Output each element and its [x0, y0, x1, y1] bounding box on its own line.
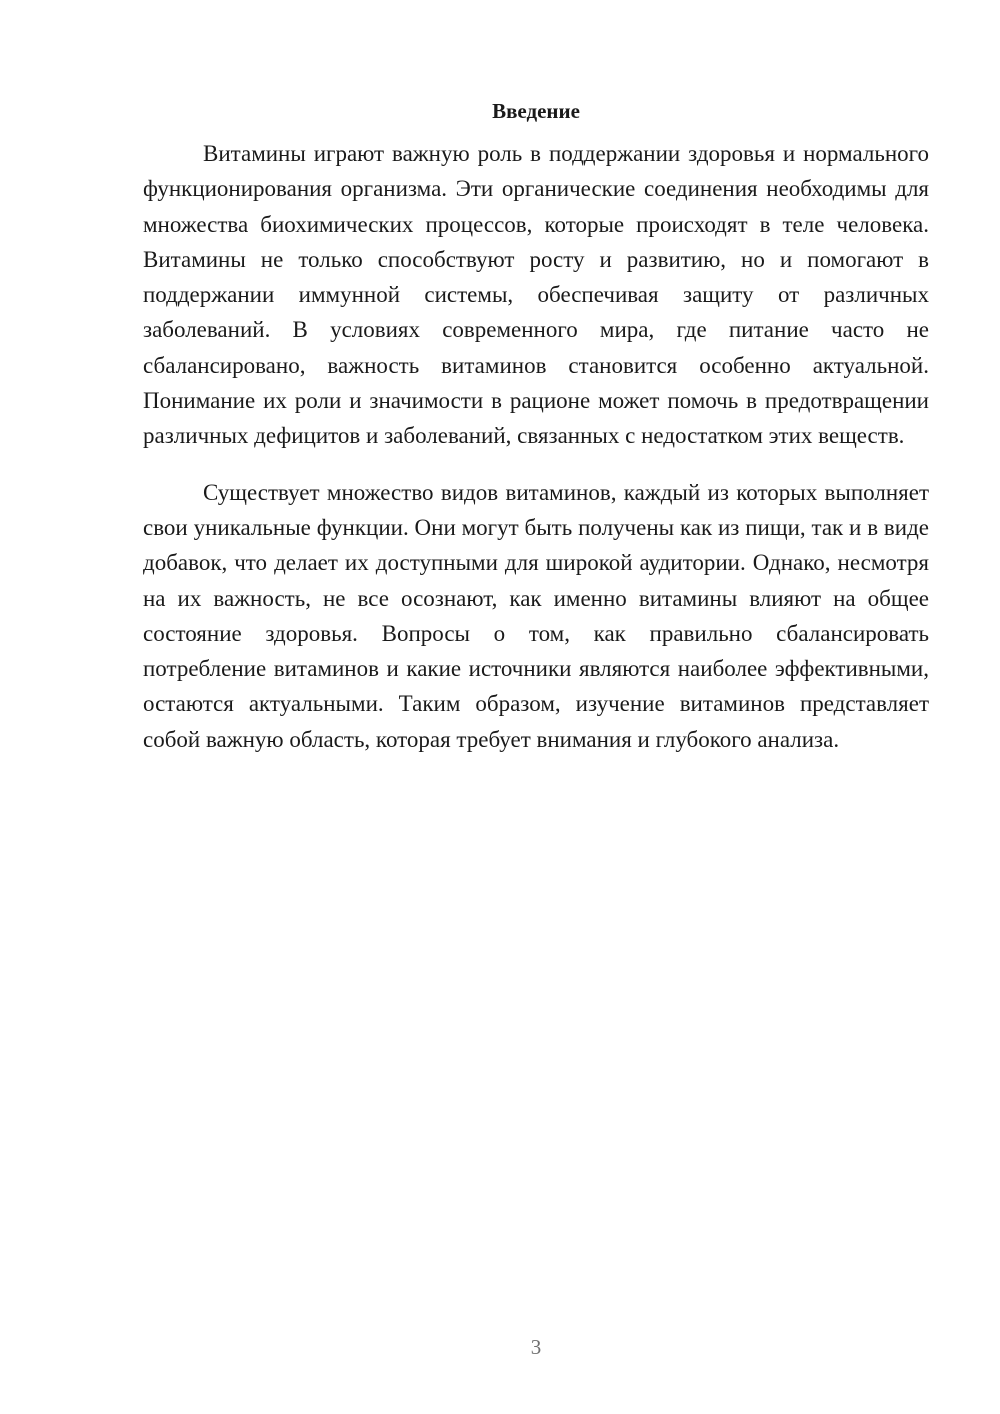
paragraph-vitamin-types: Существует множество видов витаминов, каждый из которых выполняет свои уникальные функции. Они могут быть получены как из пищи, так и в виде добавок, что делает их доступными для широкой аудитории. Однако, несмотря на их важность, не все осознают, как именно витамины влияют на общее состояние здоровья. Вопросы о том, как правильно сбалансировать потребление витаминов и какие источники являются наиболее эффективными, остаются актуальными. Таким образом, изучение витаминов представляет собой важную область, которая требует внимания и глубокого анализа.	[143, 479, 929, 752]
page-number: 3	[530, 1335, 542, 1359]
paragraph-intro: Витамины играют важную роль в поддержании здоровья и нормального функционирования организма. Эти органические соединения необходимы для множества биохимических процессов, которые происходят в теле человека. Витамины не только способствуют росту и развитию, но и помогают в поддержании иммунной системы, обеспечивая защиту от различных заболеваний. В условиях современного мира, где питание часто не сбалансировано, важность витаминов становится особенно актуальной. Понимание их роли и значимости в рационе может помочь в предотвращении различных дефицитов и заболеваний, связанных с недостатком этих веществ.	[143, 141, 929, 449]
section-title: Введение	[492, 99, 580, 123]
page-content	[143, 97, 929, 757]
